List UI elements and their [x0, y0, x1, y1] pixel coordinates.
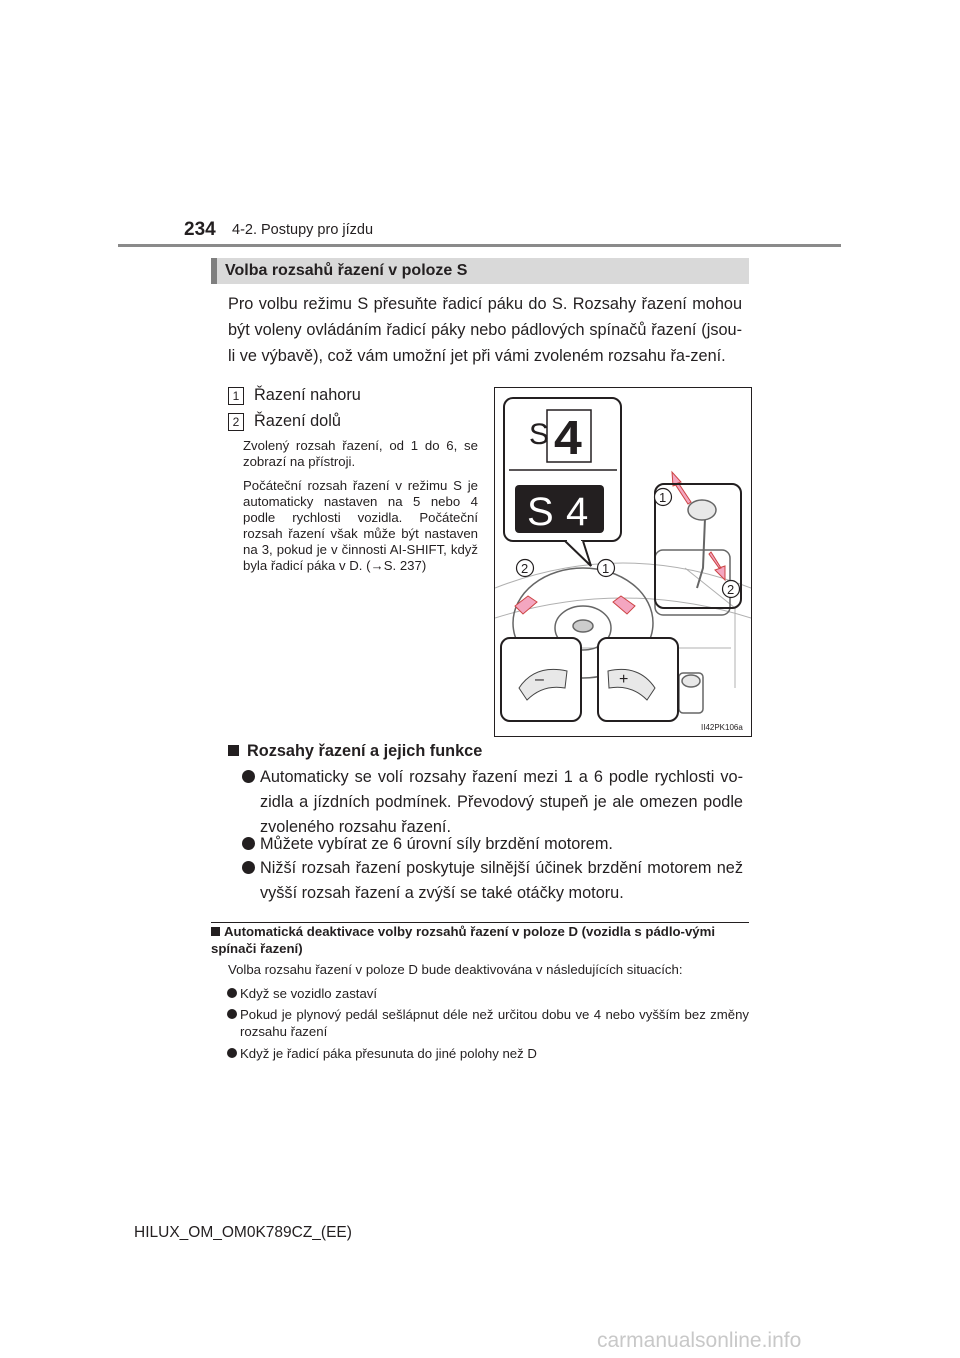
bullet-icon	[227, 1009, 237, 1019]
callout-1-lever-label: 1	[659, 490, 667, 505]
deactivation-bullet-text: Když se vozidlo zastaví	[240, 986, 378, 1001]
functions-heading	[228, 742, 482, 761]
section-title-accent	[211, 258, 217, 284]
functions-heading-text: Rozsahy řazení a jejich funkce	[247, 742, 483, 760]
figure-code: II42PK106a	[701, 723, 743, 732]
deactivation-bullet	[227, 985, 749, 1002]
deactivation-bullet	[227, 1006, 749, 1040]
watermark: carmanualsonline.info	[597, 1329, 802, 1352]
item-label: Řazení dolů	[254, 412, 341, 430]
paddle-right	[613, 596, 635, 614]
bullet-icon	[227, 988, 237, 998]
document-footer: HILUX_OM_OM0K789CZ_(EE)	[134, 1224, 352, 1241]
square-marker-icon	[228, 745, 239, 756]
note-initial-range: Počáteční rozsah řazení v režimu S je automaticky nastaven na 5 nebo 4 podle rychlosti vozidla. Počáteční rozsah řazení však může být nastaven na 3, pokud je v činnosti AI-SHIFT, když byla řadicí páka v D. (→S. 237)	[243, 478, 478, 573]
upshift-arrow	[672, 472, 691, 504]
item-label: Řazení nahoru	[254, 386, 361, 404]
downshift-arrow	[709, 552, 725, 580]
auto-deactivation-heading	[211, 923, 749, 957]
section-intro: Pro volbu režimu S přesuňte řadicí páku do S. Rozsahy řazení mohou být voleny ovládáním řadicí páky nebo pádlových spínačů řazení (jsou-li ve výbavě), což vám umožní jet při vámi zvoleném rozsahu řa-zení.	[228, 295, 742, 365]
display-large-digit: 4	[566, 490, 589, 534]
bullet-icon	[227, 1048, 237, 1058]
deactivation-bullet-text: Pokud je plynový pedál sešlápnut déle než určitou dobu ve 4 nebo vyšším bez změny rozsahu řazení	[240, 1007, 749, 1039]
function-bullet-text: Automaticky se volí rozsahy řazení mezi 1 a 6 podle rychlosti vo-zidla a jízdních podmínek. Převodový stupeň je ale omezen podle zvoleného rozsahu řazení.	[260, 768, 743, 836]
auto-deactivation-intro: Volba rozsahu řazení v poloze D bude deaktivována v následujících situacích:	[228, 962, 683, 977]
deactivation-bullet	[227, 1045, 749, 1062]
auto-deactivation-heading-text: Automatická deaktivace volby rozsahů řazení v poloze D (vozidla s pádlo-vými spínači řazení)	[211, 924, 716, 956]
bullet-icon	[242, 861, 255, 874]
minus-label: –	[535, 671, 544, 688]
page-number: 234	[184, 219, 216, 240]
chapter-title: 4-2. Postupy pro jízdu	[232, 222, 374, 238]
display-small-s: S	[529, 418, 550, 451]
display-large-s: S	[527, 490, 554, 534]
shift-illustration	[495, 388, 751, 736]
item-number-badge: 2	[228, 413, 244, 431]
callout-2-lever-label: 2	[727, 582, 735, 597]
note-range-display: Zvolený rozsah řazení, od 1 do 6, se zobrazí na přístroji.	[243, 438, 478, 469]
callout-2-steering-label: 2	[521, 561, 529, 576]
square-marker-icon	[211, 927, 220, 936]
function-bullet-text: Můžete vybírat ze 6 úrovní síly brzdění motorem.	[260, 835, 613, 853]
item-downshift	[228, 412, 341, 431]
callout-1-steering-label: 1	[602, 561, 610, 576]
bullet-icon	[242, 770, 255, 783]
function-bullet	[243, 765, 743, 840]
function-bullet	[243, 832, 743, 857]
section-title: Volba rozsahů řazení v poloze S	[225, 262, 468, 279]
item-upshift	[228, 386, 361, 405]
bullet-icon	[242, 837, 255, 850]
header-rule	[118, 244, 841, 247]
item-number-badge: 1	[228, 387, 244, 405]
function-bullet	[243, 856, 743, 906]
function-bullet-text: Nižší rozsah řazení poskytuje silnější účinek brzdění motorem než vyšší rozsah řazení a zvýší se také otáčky motoru.	[260, 859, 743, 902]
deactivation-bullet-text: Když je řadicí páka přesunuta do jiné polohy než D	[240, 1046, 537, 1061]
figure-shift-illustration	[494, 387, 752, 737]
display-small-digit: 4	[553, 413, 584, 470]
plus-label: +	[619, 671, 629, 688]
